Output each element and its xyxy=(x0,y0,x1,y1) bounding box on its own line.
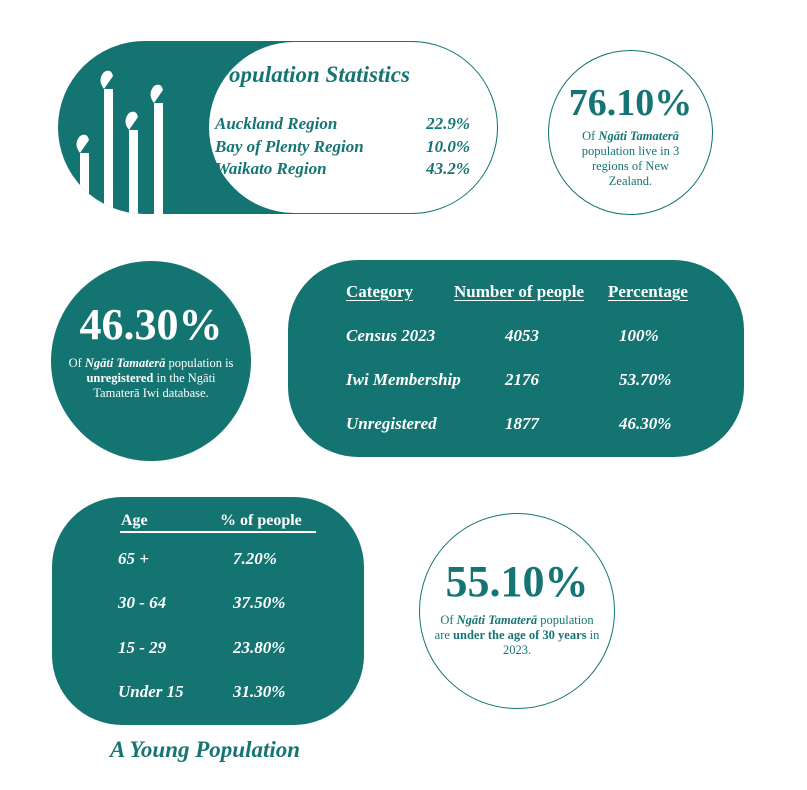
table-cell: 7.20% xyxy=(233,549,277,568)
header-age: Age xyxy=(121,512,148,529)
table-cell: 100% xyxy=(619,326,659,345)
stat-circle-unregistered xyxy=(51,261,251,461)
region-value: 22.9% xyxy=(426,114,470,133)
header-underline xyxy=(120,531,316,533)
stat-circle-young xyxy=(419,513,615,709)
table-cell: 1877 xyxy=(505,414,539,433)
membership-table xyxy=(288,260,744,457)
table-cell: 53.70% xyxy=(619,370,672,389)
population-stats-title: Population Statistics xyxy=(215,62,410,87)
table-cell: 4053 xyxy=(505,326,539,345)
region-value: 43.2% xyxy=(426,159,470,178)
header-category: Category xyxy=(346,282,414,301)
stat-circle-regions xyxy=(548,50,713,215)
footer-title: A Young Population xyxy=(110,737,301,762)
table-cell: 23.80% xyxy=(233,638,286,657)
table-cell: Census 2023 xyxy=(346,326,436,345)
stat-description: Of Ngāti Tamaterā population are under the age of 30 years in 2023. xyxy=(434,613,600,657)
stat-value: 46.30% xyxy=(79,300,223,349)
region-value: 10.0% xyxy=(426,137,470,156)
region-row-auckland xyxy=(215,114,470,134)
table-cell: 2176 xyxy=(505,370,539,389)
header-percent-people: % of people xyxy=(220,512,302,529)
stat-description: Of Ngāti Tamaterā population live in 3 regions of New Zealand. xyxy=(581,129,680,188)
stat-value: 76.10% xyxy=(568,82,693,124)
table-cell: 31.30% xyxy=(233,682,286,701)
age-table xyxy=(52,497,364,725)
header-number: Number of people xyxy=(454,282,585,301)
table-cell: Unregistered xyxy=(346,414,437,433)
table-cell: 30 - 64 xyxy=(118,593,167,612)
header-percentage: Percentage xyxy=(608,282,688,301)
region-name: Auckland Region xyxy=(215,114,338,133)
region-row-bay-of-plenty xyxy=(215,137,470,157)
region-row-waikato xyxy=(215,159,470,179)
region-name: Waikato Region xyxy=(215,159,327,178)
table-cell: Iwi Membership xyxy=(346,370,461,389)
table-cell: 65 + xyxy=(118,549,149,568)
stat-description: Of Ngāti Tamaterā population is unregistered in the Ngāti Tamaterā Iwi database. xyxy=(68,356,234,400)
region-name: Bay of Plenty Region xyxy=(215,137,364,156)
table-cell: 37.50% xyxy=(233,593,286,612)
stat-value: 55.10% xyxy=(445,557,589,606)
table-cell: Under 15 xyxy=(118,682,184,701)
table-cell: 15 - 29 xyxy=(118,638,167,657)
table-cell: 46.30% xyxy=(619,414,672,433)
